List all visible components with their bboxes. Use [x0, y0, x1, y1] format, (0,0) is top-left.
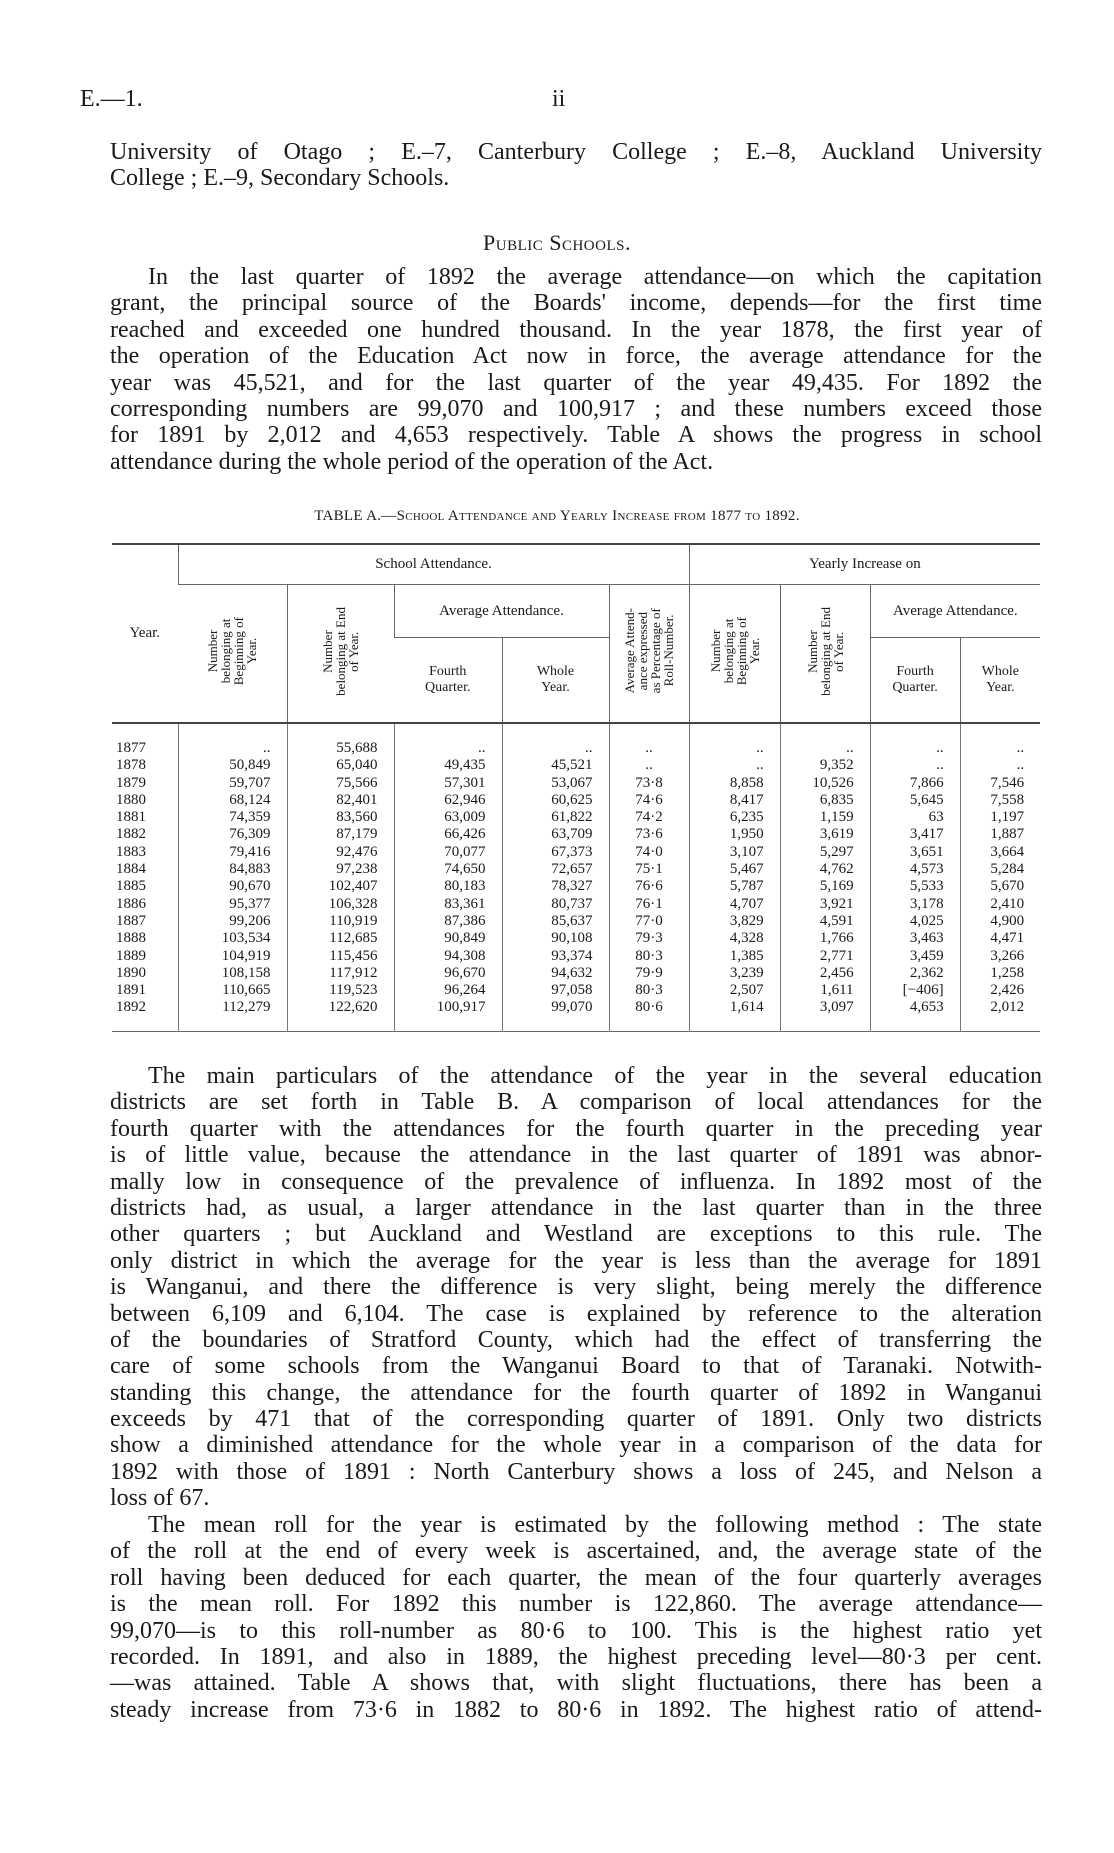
header-line: Number [804, 629, 820, 673]
table-row [112, 809, 1040, 826]
spacer-cell [780, 1017, 870, 1032]
spacer-cell [287, 1017, 394, 1032]
header-fourth-quarter [394, 638, 502, 724]
value-cell: 80·3 [609, 948, 689, 965]
table-row [112, 878, 1040, 895]
header-increase-whole-year [960, 638, 1040, 724]
year-cell: 1879 [116, 774, 146, 791]
value-cell: 102,407 [287, 878, 394, 895]
value-cell: 74·6 [609, 792, 689, 809]
value-cell: 95,377 [178, 896, 287, 913]
text-line: standing this change, the attendance for the fourth quarter of 1892 in Wanganui [110, 1379, 1042, 1406]
value-cell: 94,632 [502, 965, 609, 982]
value-cell: 5,467 [689, 861, 780, 878]
value-cell: 97,238 [287, 861, 394, 878]
value-cell: .. [502, 740, 609, 757]
value-cell: 80·6 [609, 999, 689, 1016]
header-increase-number-beginning [689, 585, 780, 724]
text-line: grant, the principal source of the Boards' income, depends—for the first time [110, 290, 1042, 317]
text-line: care of some schools from the Wanganui Board to that of Taranaki. Notwith- [110, 1353, 1042, 1380]
value-cell: 57,301 [394, 775, 502, 792]
table-row [112, 826, 1040, 843]
value-cell: .. [394, 740, 502, 757]
text-line: steady increase from 73·6 in 1882 to 80·6 in 1892. The highest ratio of attend- [110, 1696, 1042, 1723]
header-yearly-increase: Yearly Increase on [689, 544, 1040, 585]
spacer-cell [112, 723, 178, 740]
text-line: reached and exceeded one hundred thousand. In the year 1878, the first year of [110, 316, 1042, 343]
text-line: 1892 with those of 1891 : North Canterbury shows a loss of 245, and Nelson a [110, 1458, 1042, 1485]
table-row [112, 861, 1040, 878]
value-cell: 99,070 [502, 999, 609, 1016]
value-cell: 65,040 [287, 757, 394, 774]
value-cell: .. [960, 740, 1040, 757]
spacer-cell [780, 723, 870, 740]
header-line: belonging at End [333, 606, 348, 696]
spacer-cell [870, 1017, 960, 1032]
value-cell: 96,670 [394, 965, 502, 982]
value-cell: 3,417 [870, 826, 960, 843]
header-line: belonging at [720, 618, 736, 684]
spacer-cell [178, 1017, 287, 1032]
year-cell: 1885 [116, 878, 146, 895]
table-row [112, 775, 1040, 792]
value-cell: 96,264 [394, 982, 502, 999]
value-cell: 93,374 [502, 948, 609, 965]
value-cell: 112,279 [178, 999, 287, 1016]
table-a-school-attendance [112, 543, 1040, 1032]
value-cell: 3,239 [689, 965, 780, 982]
value-cell: 4,707 [689, 896, 780, 913]
header-line: Year. [986, 680, 1015, 695]
year-cell: 1887 [116, 912, 146, 929]
value-cell: .. [178, 740, 287, 757]
header-increase-average-attendance: Average Attendance. [870, 585, 1040, 638]
value-cell: 6,835 [780, 792, 870, 809]
spacer-cell [112, 1017, 178, 1032]
value-cell: 1,887 [960, 826, 1040, 843]
value-cell: 2,771 [780, 948, 870, 965]
year-cell: 1878 [116, 757, 146, 774]
value-cell: 83,560 [287, 809, 394, 826]
paragraph-public-schools [110, 264, 1042, 475]
value-cell: 73·8 [609, 775, 689, 792]
value-cell: 3,619 [780, 826, 870, 843]
value-cell: 3,107 [689, 844, 780, 861]
value-cell: 3,651 [870, 844, 960, 861]
value-cell: .. [780, 740, 870, 757]
text-line: roll having been deduced for each quarter, the mean of the four quarterly averages [110, 1564, 1042, 1591]
header-line: of Year. [830, 630, 846, 672]
value-cell: 7,546 [960, 775, 1040, 792]
value-cell: 7,866 [870, 775, 960, 792]
value-cell: 3,266 [960, 948, 1040, 965]
value-cell: 1,611 [780, 982, 870, 999]
value-cell: 68,124 [178, 792, 287, 809]
value-cell: 4,573 [870, 861, 960, 878]
table-title: TABLE A.—School Attendance and Yearly Increase from 1877 to 1892. [314, 508, 800, 524]
text-line: 99,070—is to this roll-number as 80·6 to 100. This is the highest ratio yet [110, 1617, 1042, 1644]
value-cell: 122,620 [287, 999, 394, 1016]
value-cell: 3,921 [780, 896, 870, 913]
value-cell: 8,858 [689, 775, 780, 792]
value-cell: 77·0 [609, 913, 689, 930]
value-cell: 63,009 [394, 809, 502, 826]
value-cell: 78,327 [502, 878, 609, 895]
header-line: of Year. [346, 630, 361, 672]
value-cell: 74·2 [609, 809, 689, 826]
document-reference: E.—1. [80, 86, 143, 112]
header-line: Roll-Number. [661, 615, 677, 687]
value-cell: 2,012 [960, 999, 1040, 1016]
spacer-cell [609, 723, 689, 740]
value-cell: 94,308 [394, 948, 502, 965]
header-line: Year. [541, 680, 570, 695]
value-cell: 8,417 [689, 792, 780, 809]
value-cell: 2,456 [780, 965, 870, 982]
value-cell: 5,169 [780, 878, 870, 895]
value-cell: 90,670 [178, 878, 287, 895]
spacer-cell [502, 1017, 609, 1032]
value-cell: 2,410 [960, 896, 1040, 913]
value-cell: 76,309 [178, 826, 287, 843]
value-cell: 82,401 [287, 792, 394, 809]
value-cell: 5,284 [960, 861, 1040, 878]
value-cell: 83,361 [394, 896, 502, 913]
header-line: Year. [746, 637, 762, 665]
table-row [112, 740, 1040, 757]
value-cell: .. [689, 740, 780, 757]
header-line: belonging at [218, 618, 234, 684]
value-cell: 9,352 [780, 757, 870, 774]
section-heading: Public Schools. [483, 230, 631, 255]
value-cell: 117,912 [287, 965, 394, 982]
value-cell: 87,179 [287, 826, 394, 843]
value-cell: .. [609, 740, 689, 757]
value-cell: 5,297 [780, 844, 870, 861]
text-line: is the mean roll. For 1892 this number is 122,860. The average attendance— [110, 1591, 1042, 1618]
value-cell: 79,416 [178, 844, 287, 861]
text-line: corresponding numbers are 99,070 and 100,917 ; and these numbers exceed those [110, 395, 1042, 422]
text-line: of the boundaries of Stratford County, which had the effect of transferring the [110, 1326, 1042, 1353]
value-cell: 50,849 [178, 757, 287, 774]
text-line: The mean roll for the year is estimated by the following method : The state [148, 1512, 1042, 1538]
spacer-cell [502, 723, 609, 740]
value-cell: 90,849 [394, 930, 502, 947]
text-line: districts are set forth in Table B. A comparison of local attendances for the [110, 1089, 1042, 1116]
value-cell: 3,829 [689, 913, 780, 930]
spacer-cell [689, 723, 780, 740]
header-line: Fourth [896, 664, 934, 679]
year-cell: 1880 [116, 791, 146, 808]
table-row [112, 930, 1040, 947]
value-cell: 3,097 [780, 999, 870, 1016]
value-cell: 74·0 [609, 844, 689, 861]
header-school-attendance: School Attendance. [178, 544, 689, 585]
header-line: Beginning of [231, 616, 247, 686]
text-line: the operation of the Education Act now in force, the average attendance for the [110, 343, 1042, 370]
header-line: Quarter. [892, 680, 938, 695]
spacer-cell [960, 723, 1040, 740]
header-line: as Percentage of [648, 608, 664, 694]
value-cell: 76·6 [609, 878, 689, 895]
value-cell: 92,476 [287, 844, 394, 861]
paragraph-attendance-particulars [110, 1063, 1042, 1512]
spacer-cell [394, 1017, 502, 1032]
header-line: Whole [981, 664, 1019, 679]
header-line: Quarter. [425, 680, 471, 695]
spacer-cell [960, 1017, 1040, 1032]
table-row [112, 999, 1040, 1016]
text-line: attendance during the whole period of the operation of the Act. [110, 448, 714, 475]
table-row [112, 757, 1040, 774]
value-cell: 4,471 [960, 930, 1040, 947]
header-line: Number [707, 629, 723, 673]
value-cell: 49,435 [394, 757, 502, 774]
header-line: ance expressed [635, 611, 651, 691]
value-cell: 73·6 [609, 826, 689, 843]
header-line: Beginning of [733, 616, 749, 686]
paragraph-mean-roll [110, 1512, 1042, 1723]
header-line: Number [320, 629, 335, 673]
value-cell: 70,077 [394, 844, 502, 861]
table-row [112, 965, 1040, 982]
value-cell: 5,533 [870, 878, 960, 895]
value-cell: .. [609, 757, 689, 774]
header-line: Year. [244, 637, 260, 665]
text-line: show a diminished attendance for the whole year in a comparison of the data for [110, 1432, 1042, 1459]
value-cell: 5,670 [960, 878, 1040, 895]
value-cell: 45,521 [502, 757, 609, 774]
text-line: year was 45,521, and for the last quarter of the year 49,435. For 1892 the [110, 369, 1042, 396]
year-cell: 1888 [116, 930, 146, 947]
value-cell: 85,637 [502, 913, 609, 930]
header-percentage-roll [609, 585, 689, 724]
value-cell: 55,688 [287, 740, 394, 757]
value-cell: 4,591 [780, 913, 870, 930]
value-cell: 104,919 [178, 948, 287, 965]
header-increase-fourth-quarter [870, 638, 960, 724]
value-cell: .. [960, 757, 1040, 774]
year-cell: 1892 [116, 999, 146, 1016]
value-cell: 6,235 [689, 809, 780, 826]
value-cell: 110,665 [178, 982, 287, 999]
year-cell: 1891 [116, 982, 146, 999]
spacer-cell [178, 723, 287, 740]
text-line: College ; E.–9, Secondary Schools. [110, 165, 450, 192]
value-cell: 99,206 [178, 913, 287, 930]
header-line: Whole [536, 664, 575, 679]
year-cell: 1881 [116, 809, 146, 826]
value-cell: 3,459 [870, 948, 960, 965]
header-number-end [287, 585, 394, 724]
value-cell: 1,614 [689, 999, 780, 1016]
intro-paragraph [110, 139, 1042, 192]
year-cell: 1890 [116, 964, 146, 981]
value-cell: 74,359 [178, 809, 287, 826]
value-cell: 103,534 [178, 930, 287, 947]
year-cell: 1877 [116, 740, 146, 756]
value-cell: 1,159 [780, 809, 870, 826]
value-cell: 106,328 [287, 896, 394, 913]
text-line: of the roll at the end of every week is ascertained, and, the average state of the [110, 1538, 1042, 1565]
value-cell: [−406] [870, 982, 960, 999]
value-cell: 119,523 [287, 982, 394, 999]
value-cell: 5,645 [870, 792, 960, 809]
year-cell: 1883 [116, 843, 146, 860]
value-cell: 1,258 [960, 965, 1040, 982]
table-row [112, 913, 1040, 930]
value-cell: 115,456 [287, 948, 394, 965]
value-cell: 67,373 [502, 844, 609, 861]
text-line: only district in which the average for the year is less than the average for 1891 [110, 1247, 1042, 1274]
text-line: recorded. In 1891, and also in 1889, the highest preceding level—80·3 per cent. [110, 1643, 1042, 1670]
value-cell: 7,558 [960, 792, 1040, 809]
value-cell: 84,883 [178, 861, 287, 878]
spacer-cell [609, 1017, 689, 1032]
value-cell: 63,709 [502, 826, 609, 843]
value-cell: 66,426 [394, 826, 502, 843]
value-cell: 75·1 [609, 861, 689, 878]
header-increase-number-end [780, 585, 870, 724]
spacer-cell [689, 1017, 780, 1032]
value-cell: 2,426 [960, 982, 1040, 999]
value-cell: 3,664 [960, 844, 1040, 861]
header-line: belonging at End [817, 606, 833, 696]
value-cell: 5,787 [689, 878, 780, 895]
text-line: other quarters ; but Auckland and Westland are exceptions to this rule. The [110, 1221, 1042, 1248]
header-line: Fourth [429, 664, 467, 679]
value-cell: 62,946 [394, 792, 502, 809]
value-cell: 80·3 [609, 982, 689, 999]
value-cell: 87,386 [394, 913, 502, 930]
year-cell: 1884 [116, 861, 146, 878]
text-line: University of Otago ; E.–7, Canterbury College ; E.–8, Auckland University [110, 139, 1042, 165]
value-cell: 110,919 [287, 913, 394, 930]
value-cell: 97,058 [502, 982, 609, 999]
header-whole-year [502, 638, 609, 724]
year-cell: 1886 [116, 895, 146, 912]
value-cell: 4,653 [870, 999, 960, 1016]
text-line: —was attained. Table A shows that, with slight fluctuations, there has been a [110, 1670, 1042, 1697]
value-cell: 76·1 [609, 896, 689, 913]
value-cell: 4,900 [960, 913, 1040, 930]
value-cell: 2,362 [870, 965, 960, 982]
text-line: between 6,109 and 6,104. The case is explained by reference to the alteration [110, 1300, 1042, 1327]
text-line: exceeds by 471 that of the corresponding quarter of 1891. Only two districts [110, 1406, 1042, 1433]
value-cell: 112,685 [287, 930, 394, 947]
value-cell: 100,917 [394, 999, 502, 1016]
table-row [112, 792, 1040, 809]
value-cell: 4,025 [870, 913, 960, 930]
year-cell: 1889 [116, 947, 146, 964]
spacer-cell [870, 723, 960, 740]
value-cell: 4,328 [689, 930, 780, 947]
text-line: is of little value, because the attendance in the last quarter of 1891 was abnor- [110, 1142, 1042, 1169]
table-row [112, 844, 1040, 861]
text-line: districts had, as usual, a larger attendance in the last quarter than in the three [110, 1194, 1042, 1221]
value-cell: 79·9 [609, 965, 689, 982]
value-cell: 60,625 [502, 792, 609, 809]
value-cell: 72,657 [502, 861, 609, 878]
page-number: ii [552, 86, 566, 112]
value-cell: .. [689, 757, 780, 774]
text-line: fourth quarter with the attendances for the fourth quarter in the preceding year [110, 1115, 1042, 1142]
table-row [112, 896, 1040, 913]
value-cell: 74,650 [394, 861, 502, 878]
header-year: Year. [112, 544, 178, 723]
text-line: for 1891 by 2,012 and 4,653 respectively. Table A shows the progress in school [110, 422, 1042, 449]
value-cell: 63 [870, 809, 960, 826]
text-line: In the last quarter of 1892 the average attendance—on which the capitation [148, 264, 1042, 290]
text-line: mally low in consequence of the prevalence of influenza. In 1892 most of the [110, 1168, 1042, 1195]
value-cell: 80,737 [502, 896, 609, 913]
header-line: Number [205, 629, 221, 673]
value-cell: .. [870, 757, 960, 774]
value-cell: 4,762 [780, 861, 870, 878]
text-line: loss of 67. [110, 1485, 210, 1512]
value-cell: 59,707 [178, 775, 287, 792]
table-row [112, 982, 1040, 999]
spacer-cell [287, 723, 394, 740]
value-cell: 3,178 [870, 896, 960, 913]
value-cell: 10,526 [780, 775, 870, 792]
spacer-cell [394, 723, 502, 740]
header-line: Average Attend- [622, 608, 638, 694]
year-cell: 1882 [116, 826, 146, 843]
value-cell: 61,822 [502, 809, 609, 826]
value-cell: 1,950 [689, 826, 780, 843]
value-cell: 90,108 [502, 930, 609, 947]
value-cell: 79·3 [609, 930, 689, 947]
value-cell: .. [870, 740, 960, 757]
value-cell: 80,183 [394, 878, 502, 895]
text-line: is Wanganui, and there the difference is very slight, being merely the difference [110, 1274, 1042, 1301]
header-number-beginning [178, 585, 287, 724]
text-line: The main particulars of the attendance of the year in the several education [148, 1063, 1042, 1089]
value-cell: 108,158 [178, 965, 287, 982]
value-cell: 53,067 [502, 775, 609, 792]
header-average-attendance: Average Attendance. [394, 585, 609, 638]
value-cell: 1,385 [689, 948, 780, 965]
value-cell: 1,197 [960, 809, 1040, 826]
table-row [112, 948, 1040, 965]
value-cell: 3,463 [870, 930, 960, 947]
value-cell: 2,507 [689, 982, 780, 999]
value-cell: 1,766 [780, 930, 870, 947]
value-cell: 75,566 [287, 775, 394, 792]
